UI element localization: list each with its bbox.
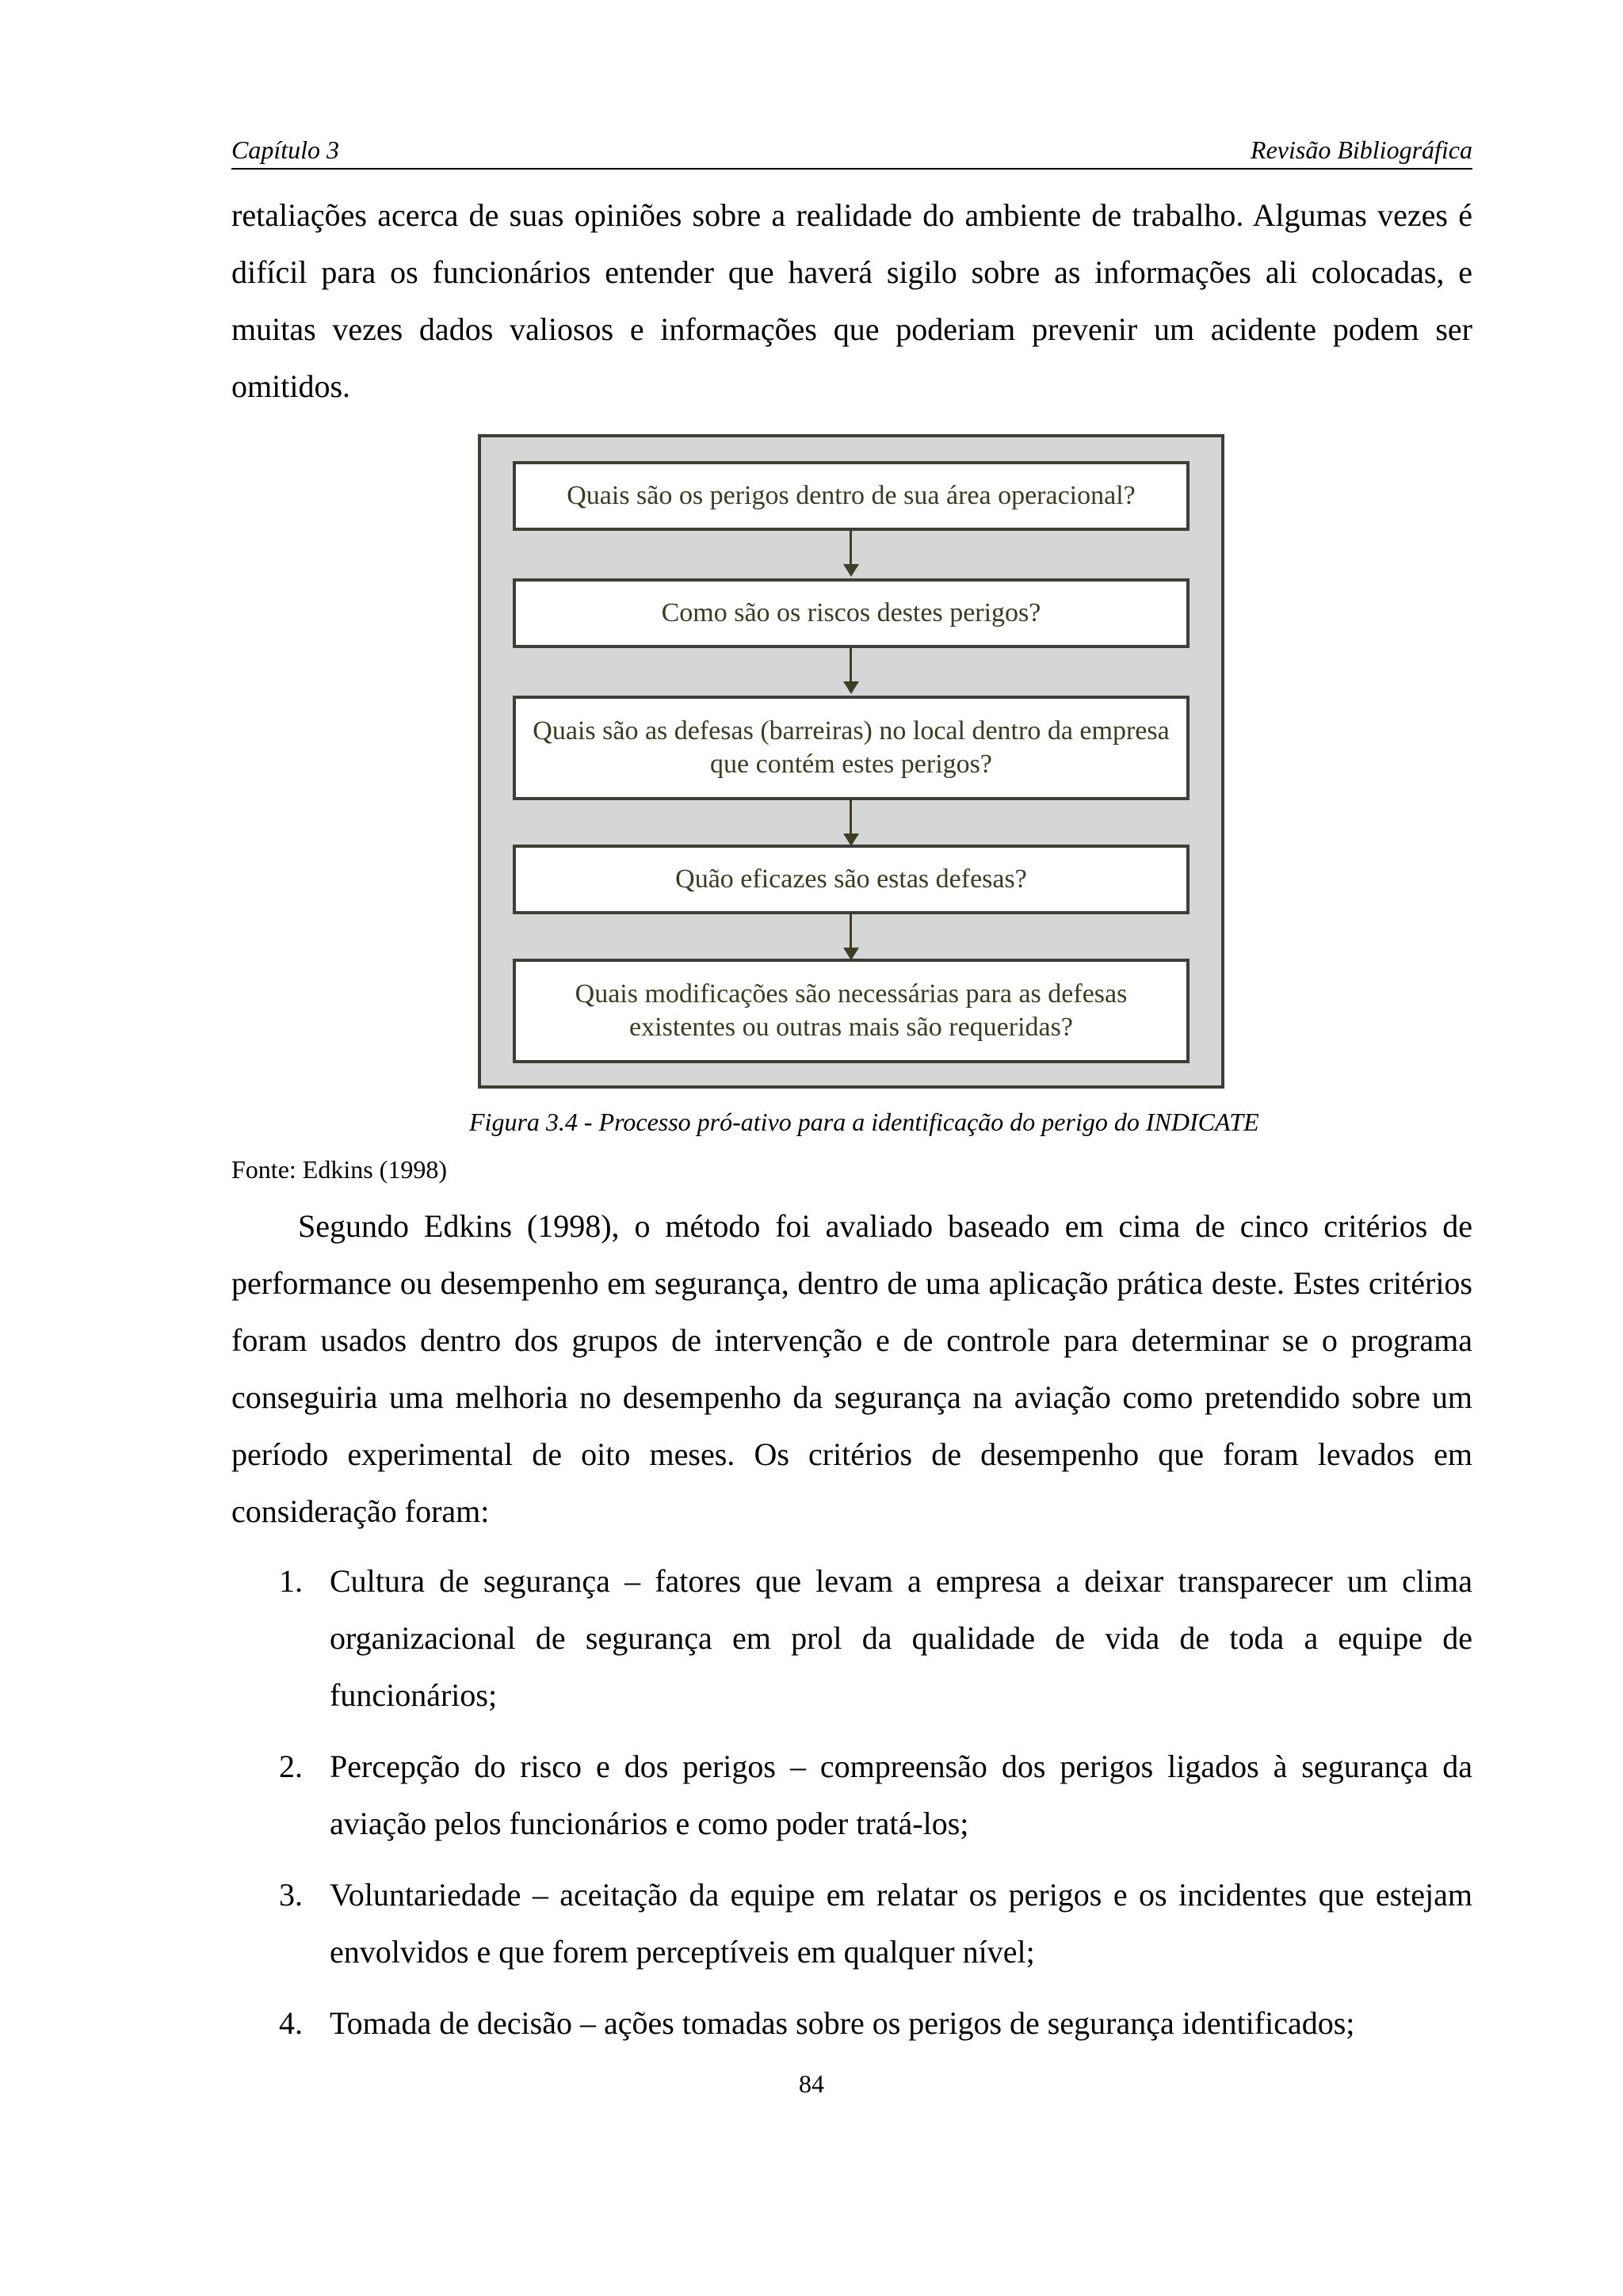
list-item xyxy=(231,1867,1472,1981)
figure-caption: Figura 3.4 - Processo pró-ativo para a identificação do perigo do INDICATE xyxy=(469,1108,1259,1136)
flowchart-step-1: Quais são os perigos dentro de sua área operacional? xyxy=(513,461,1190,531)
list-number: 4. xyxy=(279,2005,303,2041)
arrow-down-icon xyxy=(847,800,855,848)
flowchart-step-3: Quais são as defesas (barreiras) no local dentro da empresa que contém estes perigos? xyxy=(513,696,1190,800)
list-text: Percepção do risco e dos perigos – compreensão dos perigos ligados à segurança da aviação pelos funcionários e como poder tratá-los; xyxy=(330,1749,1472,1841)
flowchart-step-2: Como são os riscos destes perigos? xyxy=(513,578,1190,648)
list-text: Cultura de segurança – fatores que levam a empresa a deixar transparecer um clima organizacional de segurança em prol da qualidade de vida de toda a equipe de funcionários; xyxy=(330,1563,1472,1713)
section-label: Revisão Bibliográfica xyxy=(1251,135,1472,164)
list-text: Voluntariedade – aceitação da equipe em relatar os perigos e os incidentes que estejam envolvidos e que forem perceptíveis em qualquer nível; xyxy=(330,1877,1472,1970)
page-header xyxy=(231,133,1472,170)
paragraph-intro: retaliações acerca de suas opiniões sobre a realidade do ambiente de trabalho. Algumas vezes é difícil para os funcionários entender que haverá sigilo sobre as informações ali colocadas, e muitas vezes dados valiosos e informações que poderiam prevenir um acidente podem ser omitidos. xyxy=(231,197,1472,404)
arrow-down-icon xyxy=(847,531,855,578)
list-item xyxy=(231,1738,1472,1852)
chapter-label: Capítulo 3 xyxy=(231,135,340,164)
list-text: Tomada de decisão – ações tomadas sobre os perigos de segurança identificados; xyxy=(330,2005,1355,2041)
list-number: 1. xyxy=(279,1563,303,1599)
page-number: 84 xyxy=(799,2069,824,2098)
list-item xyxy=(231,1553,1472,1724)
flowchart-figure xyxy=(478,434,1224,1089)
arrow-down-icon xyxy=(847,914,855,962)
list-item xyxy=(231,1995,1472,2052)
arrow-down-icon xyxy=(847,648,855,696)
list-number: 2. xyxy=(279,1749,303,1784)
paragraph-edkins: Segundo Edkins (1998), o método foi avaliado baseado em cima de cinco critérios de performance ou desempenho em segurança, dentro de uma aplicação prática deste. Estes critérios foram usados dentro dos grupos de intervenção e de controle para determinar se o programa conseguiria uma melhoria no desempenho da segurança na aviação como pretendido sobre um período experimental de oito meses. Os critérios de desempenho que foram levados em consideração foram: xyxy=(231,1208,1472,1529)
list-number: 3. xyxy=(279,1877,303,1913)
flowchart-step-5: Quais modificações são necessárias para as defesas existentes ou outras mais são requeridas? xyxy=(513,959,1190,1063)
figure-source: Fonte: Edkins (1998) xyxy=(231,1155,447,1184)
flowchart-step-4: Quão eficazes são estas defesas? xyxy=(513,845,1190,914)
